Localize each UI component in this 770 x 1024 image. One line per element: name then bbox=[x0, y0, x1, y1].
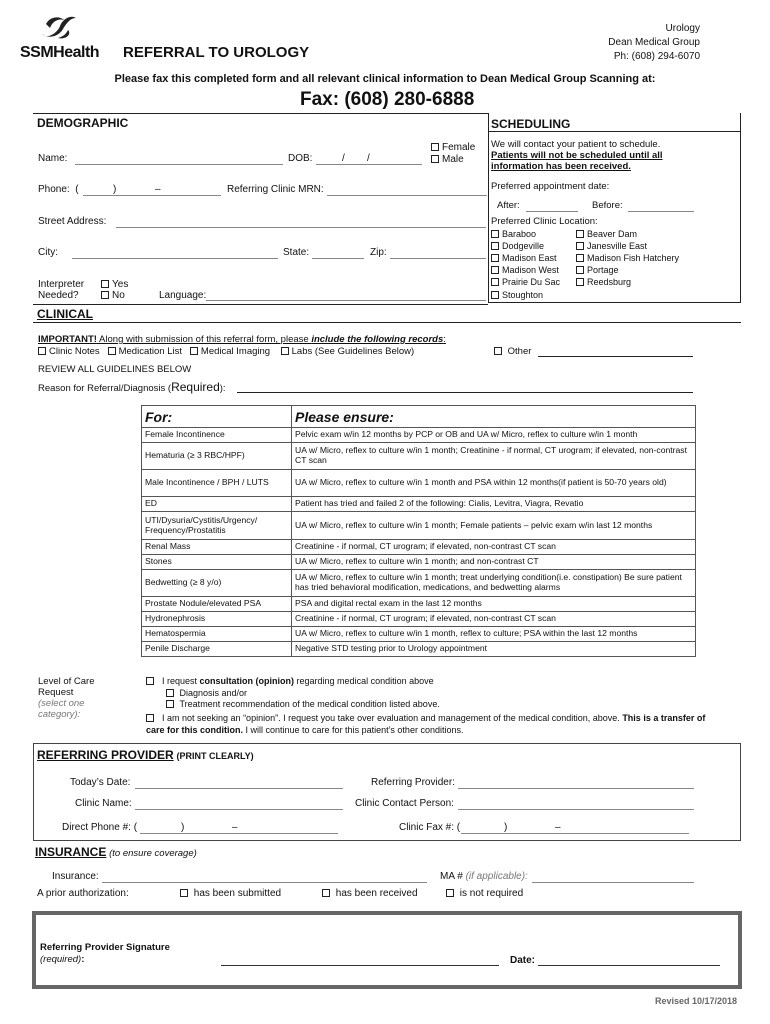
male-checkbox[interactable] bbox=[431, 155, 439, 163]
dob-label: DOB: bbox=[288, 153, 313, 164]
location-label: Beaver Dam bbox=[587, 229, 638, 239]
interpreter-no-checkbox[interactable] bbox=[101, 291, 109, 299]
prior-auth-not-required[interactable] bbox=[446, 888, 523, 899]
zip-label: Zip: bbox=[370, 247, 387, 258]
dob-field[interactable] bbox=[316, 164, 422, 165]
before-label: Before: bbox=[592, 200, 623, 211]
prior-auth-received[interactable] bbox=[322, 888, 418, 899]
treatment-checkbox[interactable] bbox=[166, 700, 174, 708]
fax-number: Fax: (608) 280-6888 bbox=[300, 89, 475, 110]
clinical-heading: CLINICAL bbox=[37, 307, 93, 321]
phone-paren: ) bbox=[113, 184, 117, 195]
male-option[interactable] bbox=[431, 154, 475, 166]
female-label: Female bbox=[442, 142, 476, 153]
location-label: Stoughton bbox=[502, 290, 544, 300]
consult-text-a: I request bbox=[162, 676, 200, 686]
location-janesville-east[interactable] bbox=[576, 241, 647, 251]
location-baraboo[interactable] bbox=[491, 229, 536, 239]
signature-date-field[interactable] bbox=[538, 965, 720, 966]
submitted-label: has been submitted bbox=[193, 888, 282, 899]
ssm-logo-mark-icon bbox=[38, 14, 80, 40]
mrn-label: Referring Clinic MRN: bbox=[227, 184, 324, 195]
condition-cell: ED bbox=[142, 497, 292, 512]
not-required-checkbox[interactable] bbox=[446, 889, 454, 897]
consult-text-b: consultation (opinion) bbox=[199, 676, 295, 686]
condition-cell: UTI/Dysuria/Cystitis/Urgency/ Frequency/Prostatitis bbox=[142, 512, 292, 540]
demographic-top-rule bbox=[33, 113, 488, 114]
condition-cell: Hydronephrosis bbox=[142, 612, 292, 627]
female-checkbox[interactable] bbox=[431, 143, 439, 151]
location-label: Madison East bbox=[502, 253, 557, 263]
referring-provider-label: Referring Provider: bbox=[371, 777, 455, 788]
important-colon: : bbox=[443, 334, 446, 345]
header-contact bbox=[608, 22, 700, 64]
demographic-heading: DEMOGRAPHIC bbox=[37, 116, 129, 130]
reason-field[interactable] bbox=[237, 392, 693, 393]
transfer-checkbox[interactable] bbox=[146, 714, 154, 722]
scheduling-rule bbox=[488, 131, 741, 132]
reason-close: ): bbox=[219, 383, 226, 394]
location-checkbox[interactable] bbox=[576, 254, 584, 262]
clinic-fax-field[interactable] bbox=[461, 833, 689, 834]
location-checkbox[interactable] bbox=[491, 242, 499, 250]
street-field[interactable] bbox=[116, 227, 486, 228]
insurance-heading: INSURANCE bbox=[35, 845, 107, 859]
street-label: Street Address: bbox=[38, 216, 107, 227]
location-prairie-du-sac[interactable] bbox=[491, 277, 560, 287]
insurance-label: Insurance: bbox=[52, 871, 99, 882]
location-label: Prairie Du Sac bbox=[502, 277, 561, 287]
table-row bbox=[142, 540, 696, 555]
requirement-cell: PSA and digital rectal exam in the last 12 months bbox=[292, 597, 696, 612]
location-beaver-dam[interactable] bbox=[576, 229, 637, 239]
requirement-cell: Creatinine - if normal, CT urogram; if elevated, non-contrast CT scan bbox=[292, 612, 696, 627]
table-row bbox=[142, 627, 696, 642]
level-of-care-label bbox=[38, 676, 118, 720]
location-label: Reedsburg bbox=[587, 277, 632, 287]
location-checkbox[interactable] bbox=[491, 254, 499, 262]
location-checkbox[interactable] bbox=[576, 278, 584, 286]
table-row bbox=[142, 642, 696, 657]
level-sub-treatment[interactable] bbox=[166, 699, 440, 709]
level-label-text: Level of Care Request bbox=[38, 676, 95, 698]
insurance-hint: (to ensure coverage) bbox=[109, 848, 197, 859]
state-field[interactable] bbox=[312, 258, 364, 259]
record-other-field[interactable] bbox=[538, 356, 693, 357]
header-group: Dean Medical Group bbox=[608, 37, 700, 48]
location-label: Madison Fish Hatchery bbox=[587, 253, 680, 263]
ma-label: MA # bbox=[440, 871, 466, 882]
condition-cell: Female Incontinence bbox=[142, 428, 292, 443]
city-field[interactable] bbox=[72, 258, 278, 259]
diagnosis-checkbox[interactable] bbox=[166, 689, 174, 697]
location-checkbox[interactable] bbox=[576, 266, 584, 274]
location-madison-west[interactable] bbox=[491, 265, 559, 275]
signature-label-wrap bbox=[40, 942, 170, 966]
clinical-top-rule bbox=[33, 304, 488, 305]
condition-cell: Stones bbox=[142, 555, 292, 570]
location-portage[interactable] bbox=[576, 265, 619, 275]
location-label: Dodgeville bbox=[502, 241, 545, 251]
form-title: REFERRAL TO UROLOGY bbox=[123, 44, 310, 61]
language-field[interactable] bbox=[206, 300, 486, 301]
yes-label: Yes bbox=[112, 279, 129, 290]
header-phone: Ph: (608) 294-6070 bbox=[613, 51, 700, 62]
important-text: Along with submission of this referral form, please bbox=[96, 334, 312, 345]
prior-auth-submitted[interactable] bbox=[180, 888, 281, 899]
logo-text: SSMHealth bbox=[20, 44, 100, 61]
table-row bbox=[142, 512, 696, 540]
submitted-checkbox[interactable] bbox=[180, 889, 188, 897]
location-stoughton[interactable] bbox=[491, 290, 543, 300]
location-madison-fish-hatchery[interactable] bbox=[576, 253, 679, 263]
interpreter-yes[interactable] bbox=[101, 279, 128, 290]
state-label: State: bbox=[283, 247, 310, 258]
requirement-cell: Negative STD testing prior to Urology appointment bbox=[292, 642, 696, 657]
location-checkbox[interactable] bbox=[491, 278, 499, 286]
record-clinic-notes[interactable] bbox=[38, 346, 100, 357]
requirement-cell: Pelvic exam w/in 12 months by PCP or OB and UA w/ Micro, reflex to culture w/in 1 month bbox=[292, 428, 696, 443]
table-row bbox=[142, 497, 696, 512]
preferred-date-label: Preferred appointment date: bbox=[491, 181, 610, 192]
header-dept: Urology bbox=[665, 23, 700, 34]
clinic-fax-paren: ) bbox=[504, 822, 508, 833]
phone-label: Phone: ( bbox=[38, 184, 79, 195]
after-field[interactable] bbox=[526, 211, 578, 212]
transfer-text-a: I am not seeking an “opinion”. I request you take over evaluation and management of the medical condition, above. bbox=[162, 713, 623, 723]
ma-label-wrap bbox=[440, 871, 528, 882]
dob-separators: / / bbox=[342, 153, 370, 164]
revised-date: Revised 10/17/2018 bbox=[655, 996, 738, 1006]
direct-phone-paren: ) bbox=[181, 822, 185, 833]
clinical-rule bbox=[33, 322, 741, 323]
table-row bbox=[142, 443, 696, 470]
location-checkbox[interactable] bbox=[576, 230, 584, 238]
male-label: Male bbox=[442, 154, 464, 165]
transfer-text-c: I will continue to care for this patient’s other conditions. bbox=[243, 725, 464, 735]
table-row bbox=[142, 428, 696, 443]
table-row bbox=[142, 470, 696, 497]
level-hint: (select one category): bbox=[38, 698, 85, 720]
level-sub-diagnosis[interactable] bbox=[166, 688, 247, 698]
referring-provider-heading-wrap bbox=[37, 748, 254, 762]
print-clearly: (PRINT CLEARLY) bbox=[176, 751, 254, 761]
requirement-cell: UA w/ Micro, reflex to culture w/in 1 month; Female patients – pelvic exam w/in last 12 months bbox=[292, 512, 696, 540]
todays-date-label: Today’s Date: bbox=[70, 777, 131, 788]
consultation-checkbox[interactable] bbox=[146, 677, 154, 685]
review-guidelines: REVIEW ALL GUIDELINES BELOW bbox=[38, 364, 192, 375]
todays-date-field[interactable] bbox=[135, 788, 343, 789]
record-other[interactable] bbox=[494, 346, 531, 357]
no-label: No bbox=[112, 290, 125, 301]
location-label: Baraboo bbox=[502, 229, 537, 239]
prior-auth-label: A prior authorization: bbox=[37, 888, 129, 899]
location-checkbox[interactable] bbox=[491, 291, 499, 299]
condition-cell: Prostate Nodule/elevated PSA bbox=[142, 597, 292, 612]
condition-cell: Hematospermia bbox=[142, 627, 292, 642]
reason-required: Required bbox=[171, 380, 220, 394]
requirement-cell: Creatinine - if normal, CT urogram; if elevated, non-contrast CT scan bbox=[292, 540, 696, 555]
ma-hint: (if applicable): bbox=[465, 871, 528, 882]
interpreter-label bbox=[38, 279, 84, 301]
phone-dash: – bbox=[155, 184, 161, 195]
phone-field[interactable] bbox=[83, 195, 221, 196]
record-other-checkbox[interactable] bbox=[494, 347, 502, 355]
direct-phone-dash: – bbox=[232, 822, 238, 833]
scheduling-contact: We will contact your patient to schedule. bbox=[491, 139, 661, 150]
table-row bbox=[142, 597, 696, 612]
insurance-heading-wrap bbox=[35, 845, 197, 859]
interpreter-no[interactable] bbox=[101, 290, 128, 301]
record-other-label: Other bbox=[507, 346, 532, 357]
name-label: Name: bbox=[38, 153, 68, 164]
treatment-label: Treatment recommendation of the medical condition listed above. bbox=[179, 699, 440, 709]
guidelines-table bbox=[141, 405, 696, 657]
diagnosis-label: Diagnosis and/or bbox=[179, 688, 248, 698]
requirement-cell: UA w/ Micro, reflex to culture w/in 1 month; treat underlying condition(i.e. constipation) Be sure patient has tried behavioral modification, medications, and bedwetting alarms bbox=[292, 570, 696, 597]
mrn-field[interactable] bbox=[327, 195, 487, 196]
fax-instruction: Please fax this completed form and all relevant clinical information to Dean Medical Group Scanning at: bbox=[114, 73, 656, 85]
interpreter-options bbox=[101, 279, 128, 301]
after-label: After: bbox=[497, 200, 520, 211]
requirement-cell: UA w/ Micro, reflex to culture w/in 1 month and PSA within 12 months(if patient is 50-70 years old) bbox=[292, 470, 696, 497]
referring-provider-field[interactable] bbox=[458, 788, 694, 789]
record-label: Medication List bbox=[118, 346, 182, 357]
table-row bbox=[142, 555, 696, 570]
signature-colon: : bbox=[81, 954, 85, 965]
record-label: Clinic Notes bbox=[49, 346, 100, 357]
received-checkbox[interactable] bbox=[322, 889, 330, 897]
location-label: Portage bbox=[587, 265, 619, 275]
received-label: has been received bbox=[335, 888, 418, 899]
insurance-field[interactable] bbox=[102, 882, 427, 883]
not-required-label: is not required bbox=[459, 888, 524, 899]
reason-text: Reason for Referral/Diagnosis ( bbox=[38, 383, 172, 394]
requirement-cell: UA w/ Micro, reflex to culture w/in 1 month, reflex to culture; PSA within the last 12 months bbox=[292, 627, 696, 642]
header-for: For: bbox=[142, 406, 292, 428]
record-medical-imaging[interactable] bbox=[190, 346, 270, 357]
record-checkbox[interactable] bbox=[281, 347, 289, 355]
preferred-location-label: Preferred Clinic Location: bbox=[491, 216, 598, 227]
name-field[interactable] bbox=[75, 164, 283, 165]
location-checkbox[interactable] bbox=[491, 266, 499, 274]
record-checkbox[interactable] bbox=[108, 347, 116, 355]
condition-cell: Renal Mass bbox=[142, 540, 292, 555]
clinic-contact-field[interactable] bbox=[458, 809, 694, 810]
condition-cell: Penile Discharge bbox=[142, 642, 292, 657]
important-note bbox=[38, 334, 446, 345]
table-row bbox=[142, 570, 696, 597]
important-label: IMPORTANT! bbox=[38, 334, 97, 345]
needed-text: Needed? bbox=[38, 290, 79, 301]
condition-cell: Male Incontinence / BPH / LUTS bbox=[142, 470, 292, 497]
ma-field[interactable] bbox=[532, 882, 694, 883]
location-checkbox[interactable] bbox=[576, 242, 584, 250]
level-option-consultation[interactable] bbox=[146, 676, 434, 686]
language-label: Language: bbox=[159, 290, 207, 301]
before-field[interactable] bbox=[628, 211, 694, 212]
requirement-cell: UA w/ Micro, reflex to culture w/in 1 month; Creatinine - if normal, CT urogram; if elevated, non-contrast CT scan bbox=[292, 443, 696, 470]
transfer-text-b: This is a transfer of care for this condition. bbox=[146, 713, 706, 735]
level-option-transfer[interactable] bbox=[146, 712, 726, 736]
requirement-cell: Patient has tried and failed 2 of the following: Cialis, Levitra, Viagra, Revatio bbox=[292, 497, 696, 512]
records-checklist bbox=[38, 346, 414, 357]
signature-field[interactable] bbox=[221, 965, 499, 966]
sex-options bbox=[431, 142, 475, 166]
signature-date-label: Date: bbox=[510, 955, 536, 966]
location-label: Janesville East bbox=[587, 241, 648, 251]
record-label: Medical Imaging bbox=[200, 346, 271, 357]
header-please-ensure: Please ensure: bbox=[292, 406, 696, 428]
direct-phone-label: Direct Phone #: ( bbox=[62, 822, 138, 833]
reason-label bbox=[38, 380, 226, 394]
location-label: Madison West bbox=[502, 265, 559, 275]
include-records: include the following records bbox=[311, 334, 444, 345]
scheduling-warning: Patients will not be scheduled until all information has been received. bbox=[491, 150, 663, 172]
clinic-fax-dash: – bbox=[555, 822, 561, 833]
condition-cell: Bedwetting (≥ 8 y/o) bbox=[142, 570, 292, 597]
clinic-name-field[interactable] bbox=[135, 809, 343, 810]
location-checkbox[interactable] bbox=[491, 230, 499, 238]
signature-label: Referring Provider Signature bbox=[40, 942, 170, 953]
female-option[interactable] bbox=[431, 142, 475, 154]
table-header-row bbox=[142, 406, 696, 428]
requirement-cell: UA w/ Micro, reflex to culture w/in 1 month; and non-contrast CT bbox=[292, 555, 696, 570]
scheduling-heading: SCHEDULING bbox=[491, 117, 571, 131]
interpreter-text: Interpreter bbox=[38, 279, 85, 290]
location-dodgeville[interactable] bbox=[491, 241, 544, 251]
record-label: Labs (See Guidelines Below) bbox=[291, 346, 415, 357]
direct-phone-field[interactable] bbox=[140, 833, 338, 834]
signature-required: (required) bbox=[40, 954, 82, 965]
clinic-contact-label: Clinic Contact Person: bbox=[355, 798, 454, 809]
city-label: City: bbox=[38, 247, 58, 258]
location-reedsburg[interactable] bbox=[576, 277, 631, 287]
location-madison-east[interactable] bbox=[491, 253, 557, 263]
consult-text-c: regarding medical condition above bbox=[294, 676, 434, 686]
clinic-name-label: Clinic Name: bbox=[75, 798, 132, 809]
clinic-fax-label: Clinic Fax #: ( bbox=[399, 822, 461, 833]
record-checkbox[interactable] bbox=[190, 347, 198, 355]
record-labs[interactable] bbox=[281, 346, 415, 357]
zip-field[interactable] bbox=[390, 258, 486, 259]
record-medication-list[interactable] bbox=[108, 346, 182, 357]
condition-cell: Hematuria (≥ 3 RBC/HPF) bbox=[142, 443, 292, 470]
referring-provider-heading: REFERRING PROVIDER bbox=[37, 748, 174, 762]
record-checkbox[interactable] bbox=[38, 347, 46, 355]
ssm-logo bbox=[20, 14, 100, 64]
table-row bbox=[142, 612, 696, 627]
interpreter-yes-checkbox[interactable] bbox=[101, 280, 109, 288]
